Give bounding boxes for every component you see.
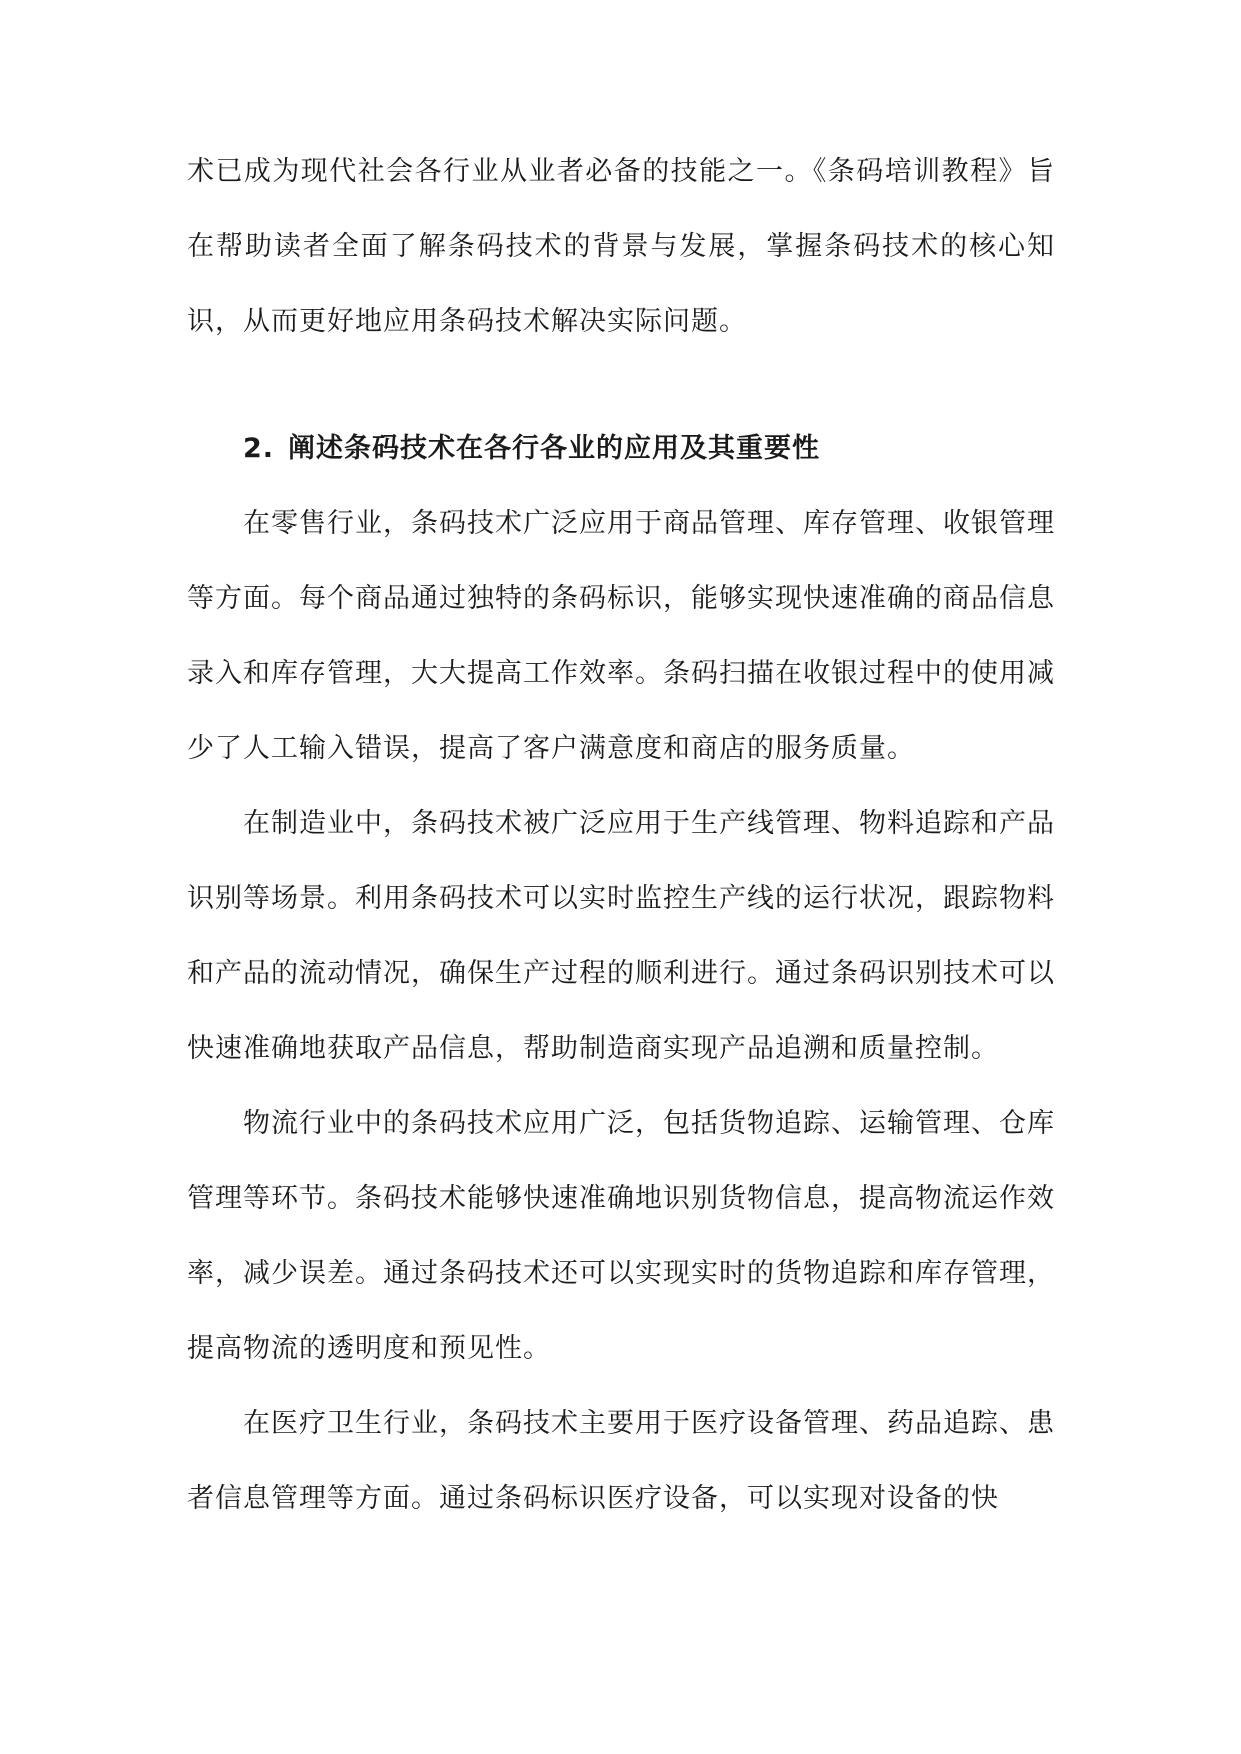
section-title: 阐述条码技术在各行各业的应用及其重要性 <box>288 433 821 464</box>
paragraph-manufacturing: 在制造业中，条码技术被广泛应用于生产线管理、物料追踪和产品识别等场景。利用条码技术可以实时监控生产线的运行状况，跟踪物料和产品的流动情况，确保生产过程的顺利进行。通过条码识别技术可以快速准确地获取产品信息，帮助制造商实现产品追溯和质量控制。 <box>187 808 1055 1064</box>
section-number: 2. <box>243 433 275 464</box>
paragraph-logistics: 物流行业中的条码技术应用广泛，包括货物追踪、运输管理、仓库管理等环节。条码技术能够快速准确地识别货物信息，提高物流运作效率，减少误差。通过条码技术还可以实现实时的货物追踪和库存管理，提高物流的透明度和预见性。 <box>187 1108 1055 1364</box>
document-body <box>187 134 1055 1536</box>
paragraph-retail: 在零售行业，条码技术广泛应用于商品管理、库存管理、收银管理等方面。每个商品通过独特的条码标识，能够实现快速准确的商品信息录入和库存管理，大大提高工作效率。条码扫描在收银过程中的使用减少了人工输入错误，提高了客户满意度和商店的服务质量。 <box>187 508 1055 764</box>
paragraph-healthcare: 在医疗卫生行业，条码技术主要用于医疗设备管理、药品追踪、患者信息管理等方面。通过条码标识医疗设备，可以实现对设备的快 <box>187 1408 1055 1514</box>
intro-paragraph: 术已成为现代社会各行业从业者必备的技能之一。《条码培训教程》旨在帮助读者全面了解条码技术的背景与发展，掌握条码技术的核心知识，从而更好地应用条码技术解决实际问题。 <box>187 156 1055 337</box>
section-heading <box>187 411 1055 486</box>
